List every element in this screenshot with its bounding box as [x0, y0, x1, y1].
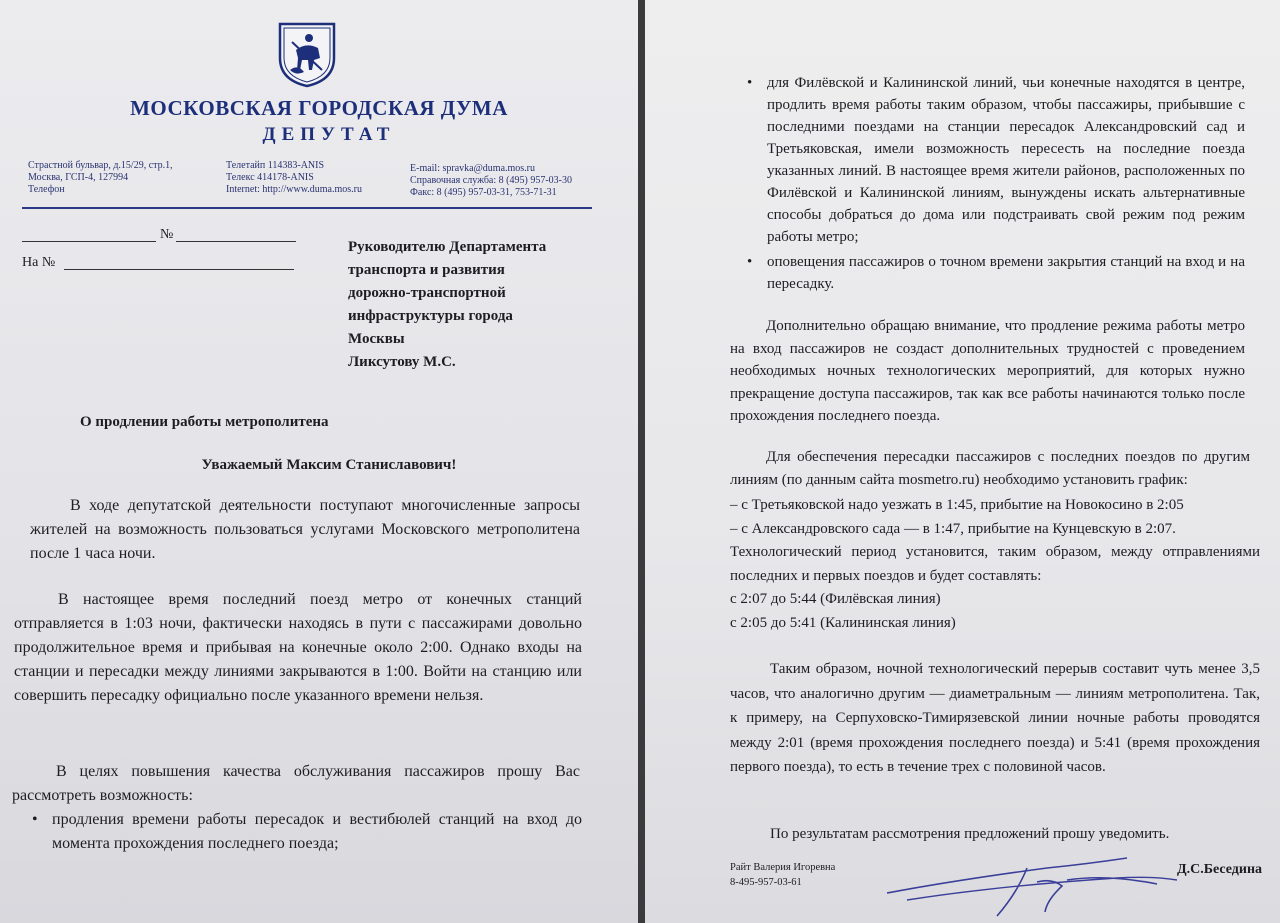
paragraph: В целях повышения качества обслуживания пассажиров прошу Вас рассмотреть возможность:	[12, 763, 580, 804]
signatory-name: Д.С.Беседина	[1177, 862, 1263, 877]
addressee-line: дорожно-транспортной	[348, 285, 506, 301]
paragraph: Дополнительно обращаю внимание, что продление режима работы метро на вход пассажиров не создаст дополнительных трудностей с проведением необходимых ночных технологических мероприятий, для которых нужно прекращение доступа пассажиров, так как все работы начинаются только после прохождения последнего поезда.	[730, 318, 1245, 424]
schedule-intro: Для обеспечения пересадки пассажиров с последних поездов по другим линиям (по данным сайта mosmetro.ru) необходимо установить график:	[730, 449, 1250, 488]
list-item: • для Филёвской и Калининской линий, чьи конечные находятся в центре, продлить время работы таким образом, чтобы пассажиры, прибывшие с последними поездами на станции пересадок Александровский сад и Третьяковская, имели возможность пересесть на последние поезда указанных линий. В настоящее время жители районов, расположенных по Филёвской и Калининской линиям, вынуждены искать альтернативные способы добраться до дома или подстраивать свой режим под режим работы метро;	[745, 72, 1245, 248]
list-item: • продления времени работы пересадок и вестибюлей станций на вход до момента прохождения последнего поезда;	[30, 808, 582, 856]
contact-line: E-mail: spravka@duma.mos.ru	[410, 163, 536, 174]
schedule-line: – с Александровского сада — в 1:47, прибытие на Кунцевскую в 2:07.	[730, 520, 1176, 537]
subject-line: О продлении работы метрополитена	[80, 414, 329, 430]
comm-line: Internet: http://www.duma.mos.ru	[226, 184, 362, 195]
salutation: Уважаемый Максим Станиславович!	[201, 457, 457, 473]
executor-name: Райт Валерия Игоревна	[730, 862, 836, 873]
address-line: Телефон	[28, 184, 65, 195]
comm-block	[226, 160, 362, 196]
addressee-line: Москвы	[348, 331, 405, 347]
address-line: Москва, ГСП-4, 127994	[28, 172, 129, 183]
schedule-line: – с Третьяковской надо уезжать в 1:45, прибытие на Новокосино в 2:05	[730, 497, 1184, 513]
comm-line: Телетайп 114383-ANIS	[226, 160, 325, 171]
closing-line: По результатам рассмотрения предложений прошу уведомить.	[770, 826, 1170, 842]
header-rule	[22, 207, 592, 209]
contact-line: Справочная служба: 8 (495) 957-03-30	[410, 175, 572, 186]
handwritten-signature	[877, 838, 1197, 923]
addressee-line: Руководителю Департамента	[348, 239, 547, 255]
schedule-line: Технологический период установится, таким образом, между отправлениями последних и первых поездов и будет составлять:	[730, 544, 1260, 584]
list-item: • оповещения пассажиров о точном времени закрытия станций на вход и на пересадку.	[745, 251, 1245, 295]
contact-block	[410, 163, 572, 199]
schedule-block	[730, 494, 1260, 635]
schedule-line: с 2:07 до 5:44 (Филёвская линия)	[730, 591, 941, 607]
addressee-line: транспорта и развития	[348, 262, 505, 278]
position-title: ДЕПУТАТ	[262, 124, 396, 145]
reply-number-label: На №	[22, 255, 56, 270]
paragraph: В ходе депутатской деятельности поступают многочисленные запросы жителей на возможность пользоваться услугами Московского метрополитена после 1 часа ночи.	[30, 497, 580, 562]
comm-line: Телекс 414178-ANIS	[226, 172, 314, 183]
address-line: Страстной бульвар, д.15/29, стр.1,	[28, 160, 173, 171]
executor-block	[730, 860, 835, 890]
addressee-line: инфраструктуры города	[348, 308, 513, 324]
executor-phone: 8-495-957-03-61	[730, 877, 802, 888]
number-field-line	[176, 241, 296, 242]
request-list-continued	[745, 72, 1245, 295]
number-label: №	[160, 227, 174, 242]
contact-line: Факс: 8 (495) 957-03-31, 753-71-31	[410, 187, 557, 198]
address-block	[28, 160, 173, 196]
org-name: МОСКОВСКАЯ ГОРОДСКАЯ ДУМА	[130, 96, 508, 120]
addressee-line: Ликсутову М.С.	[348, 354, 456, 370]
moscow-coat-of-arms-icon	[276, 20, 338, 88]
letter-page-2	[645, 0, 1280, 923]
schedule-line: с 2:05 до 5:41 (Калининская линия)	[730, 614, 956, 631]
paragraph: Таким образом, ночной технологический перерыв составит чуть менее 3,5 часов, что аналогично другим — диаметральным — линиям метрополитена. Так, к примеру, на Серпуховско-Тимирязевской линии ночные работы проводятся между 2:01 (время прохождения последнего поезда) и 5:41 (время прохождения первого поезда), то есть в течение трех с половиной часов.	[730, 661, 1260, 775]
date-field-line	[22, 241, 156, 242]
request-list	[30, 808, 582, 856]
paragraph: В настоящее время последний поезд метро от конечных станций отправляется в 1:03 ночи, фактически находясь в пути с пассажирами довольно продолжительное время и прибывая на конечные около 2:00. Однако входы на станции и пересадки между линиями закрываются в 1:00. Войти на станцию или совершить пересадку официально после указанного времени нельзя.	[14, 591, 582, 704]
letter-page-1	[0, 0, 638, 923]
reply-number-line	[64, 269, 294, 270]
addressee-block	[348, 236, 546, 374]
